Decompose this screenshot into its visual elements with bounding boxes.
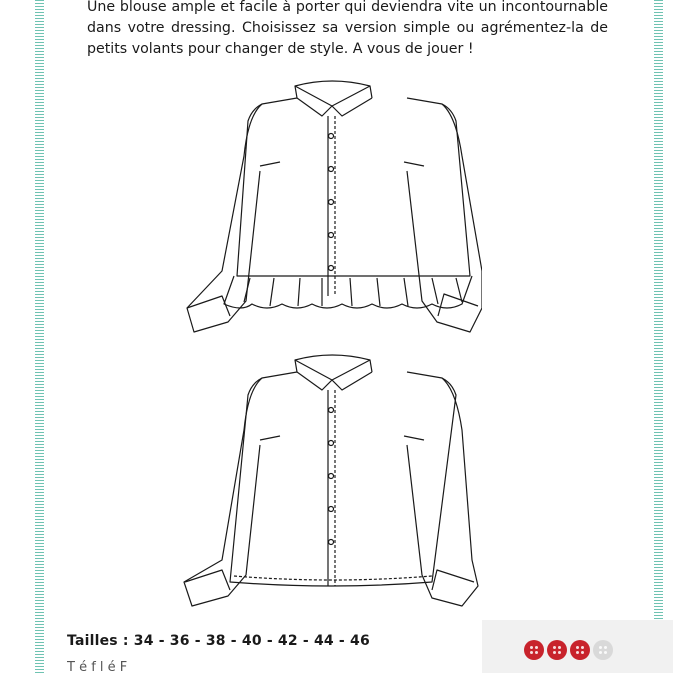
- left-border-stripe: [35, 0, 44, 673]
- footer-text-cut: T é f l é F: [67, 660, 128, 673]
- blouse-plain-drawing: [182, 350, 482, 612]
- sewing-button-icon: [547, 640, 567, 660]
- difficulty-rating: [524, 640, 613, 660]
- sewing-button-icon: [570, 640, 590, 660]
- sewing-button-icon: [593, 640, 613, 660]
- sewing-button-icon: [524, 640, 544, 660]
- right-border-stripe: [654, 0, 663, 673]
- blouse-with-ruffle-drawing: [182, 76, 482, 338]
- sizes-line: Tailles : 34 - 36 - 38 - 40 - 42 - 44 - 46: [67, 633, 370, 649]
- intro-paragraph: Une blouse ample et facile à porter qui deviendra vite un incontournable dans votre dressing. Choisissez sa version simple ou agrémentez-la de petits volants pour changer de style. A vous de jouer !: [87, 0, 608, 57]
- difficulty-badge: [482, 620, 673, 673]
